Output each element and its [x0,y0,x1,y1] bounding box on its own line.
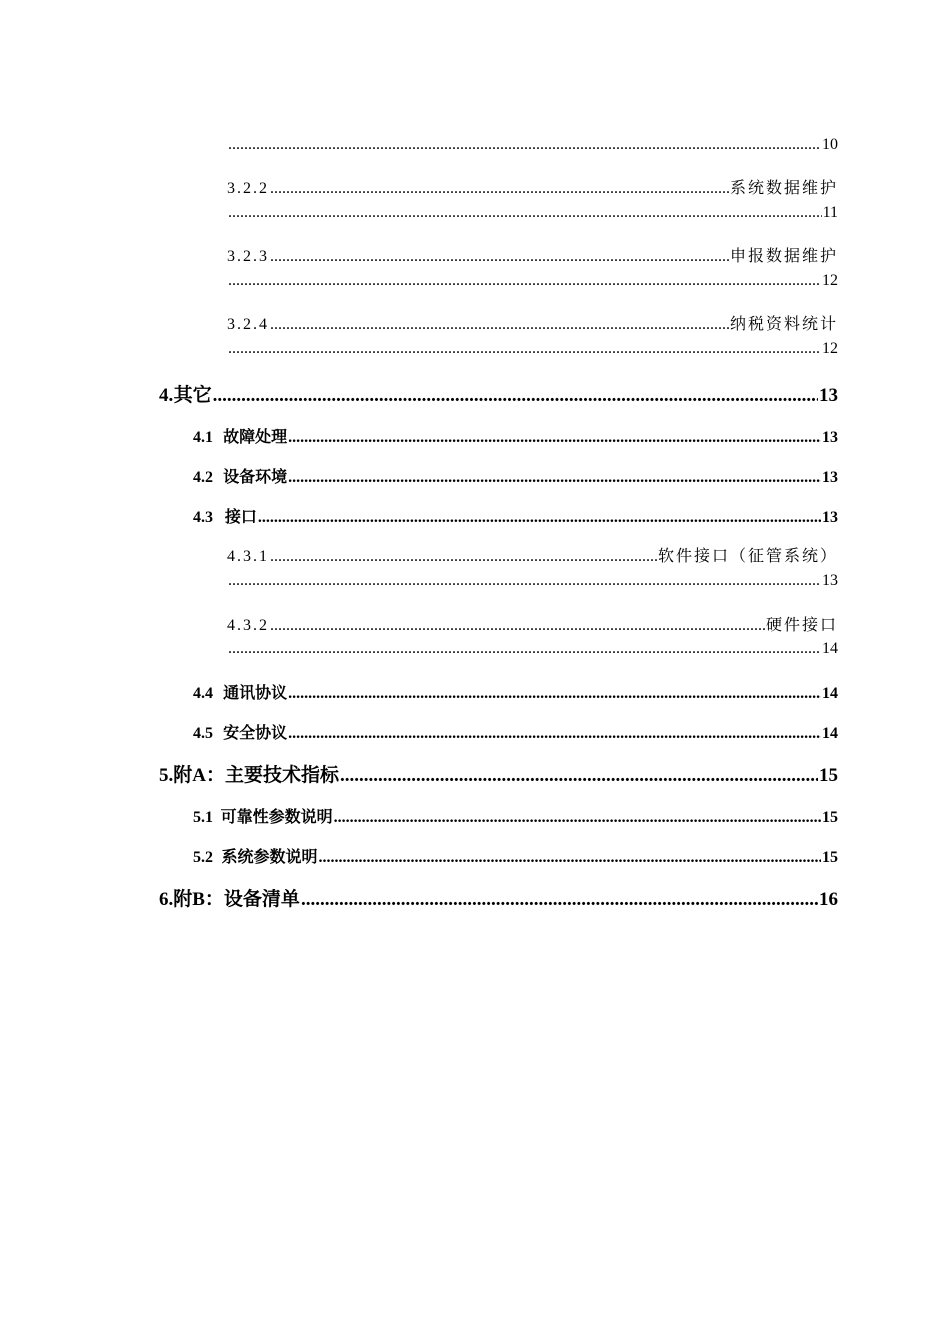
toc-entry-4-3-2[interactable] [227,612,838,635]
toc-page-line [227,204,838,222]
toc-entry-6[interactable] [159,884,838,911]
toc-entry-title: 设备环境 [223,469,288,486]
toc-page-line [227,272,838,290]
toc-entry-number: 5.1 [193,809,213,826]
toc-entry-number: 4.2 [193,469,213,486]
toc-entry-4-1[interactable] [193,424,838,447]
toc-entry-number: 3.2.2 [227,180,269,197]
toc-leader [228,136,821,154]
toc-entry-5-2[interactable] [193,844,838,867]
toc-page-number: 11 [822,204,838,221]
toc-entry-title: 纳税资料统计 [729,316,838,333]
toc-entry-4-5[interactable] [193,720,838,743]
toc-page-number: 15 [819,765,838,786]
toc-page-number: 12 [822,340,838,357]
toc-entry-number: 5.2 [193,849,213,866]
toc-entry-number: 5. [159,765,174,786]
toc-page-line [227,340,838,358]
toc-page-number: 15 [822,849,838,866]
toc-entry-number: 3.2.4 [227,316,269,333]
toc-page-number: 16 [819,889,838,910]
toc-entry-title: 申报数据维护 [729,248,838,265]
toc-leader [334,809,821,827]
toc-entry-number: 4.3.2 [227,617,269,634]
toc-entry-title: 接口 [224,509,257,526]
toc-leader [228,640,821,658]
toc-page-number: 13 [822,429,838,446]
toc-entry-4[interactable] [159,380,838,407]
toc-leader [270,548,657,566]
toc-entry-title: 系统数据维护 [729,180,838,197]
toc-entry-number: 4. [159,385,174,406]
toc-continuation-line [227,136,838,154]
toc-entry-4-3-1[interactable] [227,543,838,566]
toc-leader [228,272,821,290]
toc-page-number: 13 [819,385,838,406]
toc-leader [288,429,821,447]
toc-page-number: 14 [822,685,838,702]
toc-leader [288,725,821,743]
toc-entry-title: 附B：设备清单 [173,889,300,910]
toc-entry-number: 3.2.3 [227,248,269,265]
toc-entry-number: 4.5 [193,725,213,742]
toc-entry-number: 4.3.1 [227,548,269,565]
toc-leader [270,180,729,198]
toc-leader [288,685,821,703]
toc-page-number: 14 [822,725,838,742]
toc-page-line [227,640,838,658]
toc-leader [340,765,818,787]
toc-page-number: 15 [822,809,838,826]
toc-leader [270,617,765,635]
toc-page-number: 10 [822,136,838,153]
toc-entry-title: 硬件接口 [765,617,838,634]
toc-leader [228,340,821,358]
toc-entry-4-3[interactable] [193,504,838,527]
toc-leader [288,469,821,487]
toc-page-number: 13 [822,572,838,589]
toc-entry-title: 其它 [173,385,212,406]
toc-entry-4-4[interactable] [193,680,838,703]
toc-entry-title: 故障处理 [223,429,288,446]
toc-leader [270,316,729,334]
toc-entry-3-2-3[interactable] [227,243,838,266]
toc-page-number: 14 [822,640,838,657]
toc-entry-4-2[interactable] [193,464,838,487]
toc-page-number: 13 [822,509,838,526]
toc-leader [228,204,822,222]
toc-entry-3-2-2[interactable] [227,175,838,198]
toc-entry-3-2-4[interactable] [227,311,838,334]
toc-leader [301,889,818,911]
toc-entry-title: 安全协议 [223,725,288,742]
toc-leader [213,385,818,407]
toc-page-line [227,572,838,590]
toc-entry-title: 系统参数说明 [221,849,318,866]
toc-entry-title: 可靠性参数说明 [220,809,333,826]
toc-leader [258,509,821,527]
toc-entry-number: 4.4 [193,685,213,702]
toc-entry-number: 6. [159,889,174,910]
toc-page-number: 13 [822,469,838,486]
toc-leader [270,248,729,266]
toc-entry-title: 通讯协议 [223,685,288,702]
toc-entry-5-1[interactable] [193,804,838,827]
toc-entry-title: 软件接口（征管系统） [657,548,838,565]
toc-entry-number: 4.1 [193,429,213,446]
toc-entry-title: 附A：主要技术指标 [173,765,339,786]
toc-entry-number: 4.3 [193,509,213,526]
toc-page-number: 12 [822,272,838,289]
toc-leader [228,572,821,590]
toc-entry-5[interactable] [159,760,838,787]
toc-leader [318,849,821,867]
